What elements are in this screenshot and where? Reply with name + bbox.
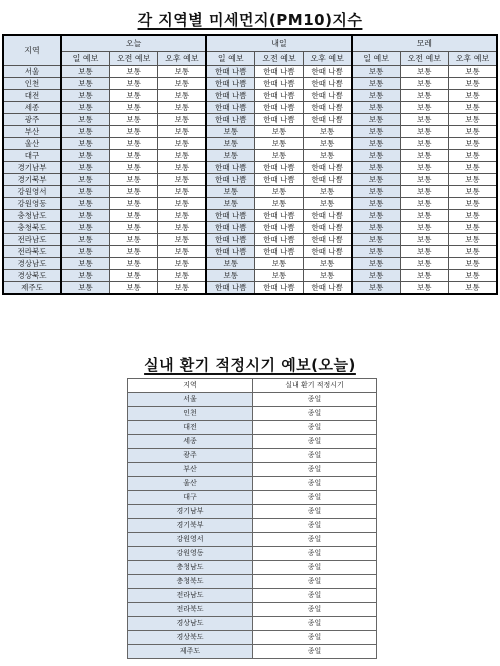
pm-title: 각 지역별 미세먼지(PM10)지수: [137, 11, 363, 29]
vent-title: 실내 환기 적정시기 예보(오늘): [144, 356, 356, 374]
forecast-cell: 보통: [255, 186, 303, 198]
region-cell: 울산: [3, 138, 61, 150]
forecast-cell: 보통: [352, 282, 400, 295]
forecast-cell: 보통: [206, 186, 254, 198]
table-row: [128, 645, 377, 659]
forecast-cell: 보통: [158, 90, 206, 102]
forecast-cell: 보통: [303, 270, 351, 282]
forecast-cell: 보통: [61, 126, 109, 138]
vent-region-cell: 대전: [128, 421, 253, 435]
forecast-cell: 보통: [352, 222, 400, 234]
forecast-cell: 보통: [352, 186, 400, 198]
forecast-cell: 보통: [109, 282, 157, 295]
forecast-cell: 보통: [400, 174, 448, 186]
table-row: [3, 258, 497, 270]
table-row: [128, 463, 377, 477]
forecast-cell: 보통: [255, 270, 303, 282]
forecast-cell: 보통: [61, 150, 109, 162]
forecast-cell: 한때 나쁨: [206, 102, 254, 114]
vent-region-cell: 전라남도: [128, 589, 253, 603]
forecast-cell: 보통: [158, 66, 206, 78]
forecast-cell: 보통: [109, 126, 157, 138]
table-row: [128, 617, 377, 631]
subheader: 오후 예보: [303, 52, 351, 66]
subheader: 일 예보: [61, 52, 109, 66]
region-cell: 전라북도: [3, 246, 61, 258]
vent-region-cell: 인천: [128, 407, 253, 421]
vent-region-cell: 부산: [128, 463, 253, 477]
vent-value-cell: 종일: [253, 603, 377, 617]
table-row: [3, 114, 497, 126]
table-row: [128, 393, 377, 407]
table-row: [128, 477, 377, 491]
forecast-cell: 보통: [109, 162, 157, 174]
vent-region-cell: 경상북도: [128, 631, 253, 645]
forecast-cell: 보통: [109, 246, 157, 258]
forecast-cell: 보통: [158, 138, 206, 150]
forecast-cell: 한때 나쁨: [303, 174, 351, 186]
table-row: [128, 421, 377, 435]
forecast-cell: 보통: [449, 174, 498, 186]
table-row: [3, 174, 497, 186]
forecast-cell: 보통: [158, 102, 206, 114]
forecast-cell: 보통: [352, 210, 400, 222]
forecast-cell: 보통: [352, 90, 400, 102]
forecast-cell: 보통: [61, 114, 109, 126]
forecast-cell: 보통: [109, 258, 157, 270]
vent-value-cell: 종일: [253, 617, 377, 631]
table-row: [3, 150, 497, 162]
vent-value-cell: 종일: [253, 393, 377, 407]
vent-value-cell: 종일: [253, 631, 377, 645]
vent-region-cell: 울산: [128, 477, 253, 491]
forecast-cell: 보통: [61, 258, 109, 270]
table-row: [3, 270, 497, 282]
forecast-cell: 보통: [352, 66, 400, 78]
forecast-cell: 보통: [303, 138, 351, 150]
region-cell: 경기남부: [3, 162, 61, 174]
region-cell: 경기북부: [3, 174, 61, 186]
forecast-cell: 보통: [61, 222, 109, 234]
forecast-cell: 보통: [449, 186, 498, 198]
forecast-cell: 보통: [109, 78, 157, 90]
forecast-cell: 보통: [109, 222, 157, 234]
day-header-today: 오늘: [61, 35, 206, 52]
forecast-cell: 한때 나쁨: [255, 210, 303, 222]
forecast-cell: 한때 나쁨: [255, 102, 303, 114]
subheader: 오전 예보: [255, 52, 303, 66]
forecast-cell: 보통: [352, 114, 400, 126]
vent-region-cell: 충청남도: [128, 561, 253, 575]
forecast-cell: 한때 나쁨: [255, 114, 303, 126]
vent-value-cell: 종일: [253, 477, 377, 491]
vent-value-cell: 종일: [253, 407, 377, 421]
forecast-cell: 보통: [109, 138, 157, 150]
table-row: [3, 78, 497, 90]
forecast-cell: 보통: [61, 282, 109, 295]
vent-header-row: [128, 379, 377, 393]
vent-value-cell: 종일: [253, 421, 377, 435]
region-cell: 강원영동: [3, 198, 61, 210]
forecast-cell: 보통: [303, 150, 351, 162]
pm-subheader-row: [3, 52, 497, 66]
forecast-cell: 보통: [352, 126, 400, 138]
forecast-cell: 보통: [158, 174, 206, 186]
forecast-cell: 보통: [206, 126, 254, 138]
region-cell: 충청북도: [3, 222, 61, 234]
vent-region-cell: 제주도: [128, 645, 253, 659]
forecast-cell: 보통: [61, 246, 109, 258]
forecast-cell: 보통: [352, 102, 400, 114]
forecast-cell: 보통: [206, 198, 254, 210]
subheader: 일 예보: [206, 52, 254, 66]
table-row: [128, 449, 377, 463]
forecast-cell: 보통: [449, 282, 498, 295]
forecast-cell: 보통: [61, 90, 109, 102]
vent-region-cell: 강원영서: [128, 533, 253, 547]
subheader: 오전 예보: [400, 52, 448, 66]
forecast-cell: 보통: [158, 282, 206, 295]
region-cell: 세종: [3, 102, 61, 114]
forecast-cell: 한때 나쁨: [303, 78, 351, 90]
forecast-cell: 보통: [449, 150, 498, 162]
day-header-day-after: 모레: [352, 35, 497, 52]
forecast-cell: 보통: [449, 162, 498, 174]
table-row: [128, 491, 377, 505]
vent-value-cell: 종일: [253, 435, 377, 449]
forecast-cell: 한때 나쁨: [206, 66, 254, 78]
forecast-cell: 한때 나쁨: [255, 78, 303, 90]
pm10-table: [2, 34, 498, 295]
forecast-cell: 한때 나쁨: [206, 90, 254, 102]
forecast-cell: 보통: [400, 234, 448, 246]
forecast-cell: 보통: [109, 210, 157, 222]
forecast-cell: 보통: [61, 162, 109, 174]
vent-region-cell: 대구: [128, 491, 253, 505]
forecast-cell: 한때 나쁨: [255, 90, 303, 102]
table-row: [3, 222, 497, 234]
forecast-cell: 보통: [400, 102, 448, 114]
forecast-cell: 보통: [400, 66, 448, 78]
forecast-cell: 보통: [400, 210, 448, 222]
region-cell: 충청남도: [3, 210, 61, 222]
table-row: [3, 246, 497, 258]
forecast-cell: 보통: [400, 258, 448, 270]
vent-region-cell: 경상남도: [128, 617, 253, 631]
forecast-cell: 한때 나쁨: [255, 234, 303, 246]
forecast-cell: 한때 나쁨: [255, 282, 303, 295]
forecast-cell: 한때 나쁨: [206, 174, 254, 186]
vent-value-cell: 종일: [253, 449, 377, 463]
forecast-cell: 한때 나쁨: [206, 234, 254, 246]
forecast-cell: 보통: [449, 90, 498, 102]
ventilation-table: [127, 378, 377, 659]
table-row: [128, 533, 377, 547]
forecast-cell: 한때 나쁨: [303, 210, 351, 222]
table-row: [3, 210, 497, 222]
forecast-cell: 보통: [400, 126, 448, 138]
table-row: [3, 102, 497, 114]
forecast-cell: 보통: [400, 114, 448, 126]
forecast-cell: 보통: [400, 246, 448, 258]
day-header-tomorrow: 내일: [206, 35, 351, 52]
forecast-cell: 보통: [400, 282, 448, 295]
forecast-cell: 보통: [303, 126, 351, 138]
subheader: 오후 예보: [158, 52, 206, 66]
forecast-cell: 보통: [109, 102, 157, 114]
forecast-cell: 보통: [400, 78, 448, 90]
table-row: [3, 234, 497, 246]
forecast-cell: 보통: [255, 258, 303, 270]
forecast-cell: 보통: [61, 138, 109, 150]
forecast-cell: 한때 나쁨: [206, 162, 254, 174]
forecast-cell: 보통: [449, 102, 498, 114]
table-row: [3, 126, 497, 138]
forecast-cell: 한때 나쁨: [255, 222, 303, 234]
forecast-cell: 한때 나쁨: [303, 102, 351, 114]
forecast-cell: 보통: [158, 234, 206, 246]
forecast-cell: 한때 나쁨: [255, 246, 303, 258]
forecast-cell: 보통: [449, 258, 498, 270]
forecast-cell: 보통: [109, 186, 157, 198]
forecast-cell: 보통: [158, 270, 206, 282]
table-row: [3, 90, 497, 102]
forecast-cell: 한때 나쁨: [303, 162, 351, 174]
forecast-cell: 보통: [255, 126, 303, 138]
vent-region-cell: 경기남부: [128, 505, 253, 519]
forecast-cell: 보통: [255, 198, 303, 210]
vent-value-cell: 종일: [253, 505, 377, 519]
vent-region-header: 지역: [128, 379, 253, 393]
table-row: [3, 162, 497, 174]
vent-value-cell: 종일: [253, 645, 377, 659]
forecast-cell: 보통: [352, 78, 400, 90]
forecast-cell: 보통: [109, 114, 157, 126]
forecast-cell: 보통: [61, 66, 109, 78]
table-row: [128, 589, 377, 603]
vent-value-cell: 종일: [253, 561, 377, 575]
region-cell: 대전: [3, 90, 61, 102]
forecast-cell: 보통: [158, 210, 206, 222]
forecast-cell: 보통: [61, 78, 109, 90]
forecast-cell: 보통: [206, 138, 254, 150]
region-cell: 부산: [3, 126, 61, 138]
forecast-cell: 보통: [400, 270, 448, 282]
forecast-cell: 보통: [109, 90, 157, 102]
forecast-cell: 한때 나쁨: [206, 246, 254, 258]
forecast-cell: 보통: [400, 198, 448, 210]
forecast-cell: 보통: [109, 270, 157, 282]
forecast-cell: 보통: [400, 186, 448, 198]
forecast-cell: 보통: [352, 198, 400, 210]
forecast-cell: 보통: [61, 270, 109, 282]
table-row: [128, 519, 377, 533]
forecast-cell: 보통: [109, 150, 157, 162]
forecast-cell: 보통: [206, 270, 254, 282]
subheader: 오후 예보: [449, 52, 498, 66]
subheader: 일 예보: [352, 52, 400, 66]
table-row: [128, 561, 377, 575]
forecast-cell: 보통: [158, 150, 206, 162]
table-row: [3, 282, 497, 295]
forecast-cell: 보통: [303, 186, 351, 198]
subheader: 오전 예보: [109, 52, 157, 66]
forecast-cell: 보통: [109, 198, 157, 210]
forecast-cell: 한때 나쁨: [303, 246, 351, 258]
region-cell: 강원영서: [3, 186, 61, 198]
vent-value-cell: 종일: [253, 575, 377, 589]
forecast-cell: 보통: [61, 234, 109, 246]
region-cell: 경상북도: [3, 270, 61, 282]
vent-region-cell: 세종: [128, 435, 253, 449]
region-cell: 대구: [3, 150, 61, 162]
region-cell: 전라남도: [3, 234, 61, 246]
forecast-cell: 보통: [449, 270, 498, 282]
table-row: [128, 547, 377, 561]
region-cell: 경상남도: [3, 258, 61, 270]
forecast-cell: 한때 나쁨: [206, 78, 254, 90]
forecast-cell: 한때 나쁨: [303, 234, 351, 246]
vent-region-cell: 전라북도: [128, 603, 253, 617]
forecast-cell: 보통: [449, 234, 498, 246]
vent-region-cell: 광주: [128, 449, 253, 463]
forecast-cell: 보통: [61, 174, 109, 186]
forecast-cell: 보통: [400, 138, 448, 150]
table-row: [3, 198, 497, 210]
forecast-cell: 보통: [352, 258, 400, 270]
forecast-cell: 한때 나쁨: [303, 222, 351, 234]
region-cell: 인천: [3, 78, 61, 90]
forecast-cell: 보통: [206, 150, 254, 162]
forecast-cell: 보통: [109, 234, 157, 246]
forecast-cell: 보통: [303, 198, 351, 210]
region-cell: 제주도: [3, 282, 61, 295]
vent-value-cell: 종일: [253, 547, 377, 561]
table-row: [128, 603, 377, 617]
forecast-cell: 보통: [158, 186, 206, 198]
table-row: [128, 407, 377, 421]
forecast-cell: 보통: [449, 246, 498, 258]
forecast-cell: 보통: [400, 150, 448, 162]
forecast-cell: 한때 나쁨: [255, 66, 303, 78]
region-header: 지역: [3, 35, 61, 66]
forecast-cell: 보통: [255, 138, 303, 150]
table-row: [128, 631, 377, 645]
forecast-cell: 보통: [400, 90, 448, 102]
table-row: [3, 138, 497, 150]
forecast-cell: 한때 나쁨: [255, 174, 303, 186]
forecast-cell: 보통: [352, 246, 400, 258]
forecast-cell: 보통: [206, 258, 254, 270]
region-cell: 서울: [3, 66, 61, 78]
forecast-cell: 보통: [61, 210, 109, 222]
forecast-cell: 보통: [449, 210, 498, 222]
vent-value-cell: 종일: [253, 463, 377, 477]
forecast-cell: 보통: [158, 198, 206, 210]
forecast-cell: 보통: [449, 222, 498, 234]
forecast-cell: 보통: [158, 222, 206, 234]
forecast-cell: 보통: [449, 114, 498, 126]
forecast-cell: 한때 나쁨: [303, 66, 351, 78]
vent-region-cell: 경기북부: [128, 519, 253, 533]
forecast-cell: 보통: [158, 114, 206, 126]
forecast-cell: 보통: [303, 258, 351, 270]
table-row: [128, 435, 377, 449]
forecast-cell: 보통: [449, 78, 498, 90]
forecast-cell: 보통: [449, 126, 498, 138]
forecast-cell: 보통: [255, 150, 303, 162]
forecast-cell: 보통: [158, 258, 206, 270]
forecast-cell: 한때 나쁨: [303, 114, 351, 126]
table-row: [3, 66, 497, 78]
forecast-cell: 보통: [352, 174, 400, 186]
vent-value-cell: 종일: [253, 519, 377, 533]
forecast-cell: 보통: [449, 66, 498, 78]
forecast-cell: 보통: [158, 162, 206, 174]
vent-value-cell: 종일: [253, 533, 377, 547]
forecast-cell: 한때 나쁨: [303, 90, 351, 102]
table-row: [3, 186, 497, 198]
forecast-cell: 보통: [158, 126, 206, 138]
vent-value-cell: 종일: [253, 491, 377, 505]
vent-region-cell: 강원영동: [128, 547, 253, 561]
table-row: [128, 575, 377, 589]
forecast-cell: 보통: [400, 222, 448, 234]
table-row: [128, 505, 377, 519]
forecast-cell: 한때 나쁨: [206, 282, 254, 295]
vent-value-cell: 종일: [253, 589, 377, 603]
region-cell: 광주: [3, 114, 61, 126]
forecast-cell: 보통: [352, 270, 400, 282]
forecast-cell: 보통: [61, 198, 109, 210]
vent-region-cell: 서울: [128, 393, 253, 407]
forecast-cell: 한때 나쁨: [206, 114, 254, 126]
forecast-cell: 보통: [158, 78, 206, 90]
pm-day-header-row: [3, 35, 497, 52]
forecast-cell: 한때 나쁨: [206, 222, 254, 234]
forecast-cell: 보통: [61, 102, 109, 114]
vent-region-cell: 충청북도: [128, 575, 253, 589]
forecast-cell: 보통: [109, 174, 157, 186]
forecast-cell: 보통: [352, 138, 400, 150]
forecast-cell: 보통: [61, 186, 109, 198]
forecast-cell: 보통: [449, 138, 498, 150]
forecast-cell: 보통: [109, 66, 157, 78]
vent-value-header: 실내 환기 적정시기: [253, 379, 377, 393]
forecast-cell: 보통: [449, 198, 498, 210]
forecast-cell: 보통: [158, 246, 206, 258]
forecast-cell: 한때 나쁨: [303, 282, 351, 295]
forecast-cell: 보통: [400, 162, 448, 174]
forecast-cell: 한때 나쁨: [206, 210, 254, 222]
forecast-cell: 한때 나쁨: [255, 162, 303, 174]
forecast-cell: 보통: [352, 162, 400, 174]
forecast-cell: 보통: [352, 150, 400, 162]
forecast-cell: 보통: [352, 234, 400, 246]
